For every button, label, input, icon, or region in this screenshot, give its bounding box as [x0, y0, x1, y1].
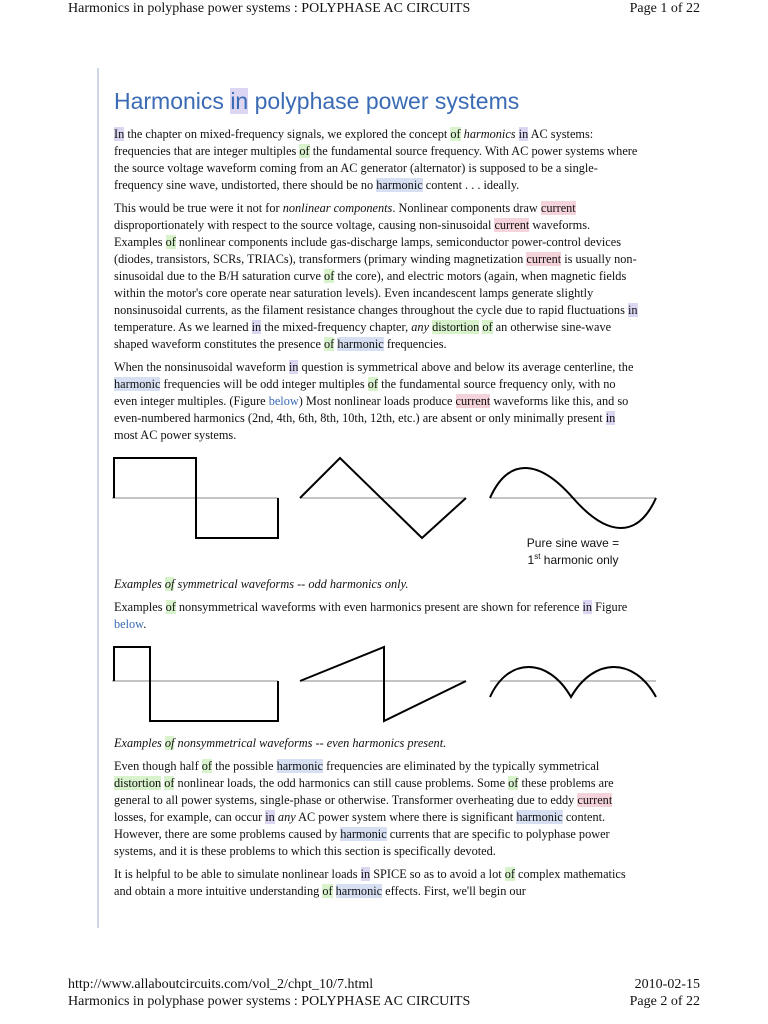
highlight-term: of — [322, 884, 333, 898]
text-run: When the nonsinusoidal waveform — [114, 360, 289, 374]
paragraph-spice — [114, 866, 640, 900]
page-header — [0, 0, 768, 22]
text-run: . — [143, 617, 147, 631]
text-run: SPICE so as to avoid a lot — [370, 867, 505, 881]
highlight-term: current — [526, 252, 562, 266]
paragraph-nonlinear — [114, 200, 640, 353]
text-run: Examples — [114, 577, 165, 591]
text-run: AC power system where there is significant — [295, 810, 517, 824]
asymmetric-square-wave — [114, 647, 278, 721]
highlight-term: harmonic — [376, 178, 423, 192]
highlight-term: current — [494, 218, 530, 232]
text-run: the fundamental source frequency. With AC power systems where the source voltage waveform coming from an AC generator (alternator) is supposed to be a single-frequency sine wave, undistorted, there should be no — [114, 144, 638, 192]
text-run: symmetrical waveforms -- odd harmonics only. — [174, 577, 409, 591]
highlight-term: in — [251, 320, 262, 334]
text-run: any — [277, 810, 296, 824]
figure-caption-symmetrical — [114, 576, 640, 593]
footer-title: Harmonics in polyphase power systems : POLYPHASE AC CIRCUITS — [68, 994, 471, 1009]
text-run: the fundamental source frequency only, with no even integer multiples. (Figure — [114, 377, 616, 408]
highlight-term: in — [288, 360, 299, 374]
text-run: effects. First, we'll begin our — [382, 884, 526, 898]
highlight-term: harmonic — [340, 827, 387, 841]
highlight-term: current — [540, 201, 576, 215]
text-run: most AC power systems. — [114, 428, 237, 442]
header-page-number: Page 1 of 22 — [629, 1, 700, 16]
highlight-term: of — [164, 577, 175, 591]
waveforms-even-harmonics — [108, 639, 668, 729]
footer-url[interactable]: http://www.allaboutcircuits.com/vol_2/chpt_10/7.html — [68, 977, 374, 992]
paragraph-symmetrical — [114, 359, 640, 444]
text-run: AC systems: frequencies that are integer multiples — [114, 127, 594, 158]
text-run: nonlinear components — [282, 201, 393, 215]
highlight-term: of — [504, 867, 515, 881]
text-run: an otherwise sine-wave shaped waveform constitutes the presence — [114, 320, 612, 351]
text-run: question is symmetrical above and below its average centerline, the — [298, 360, 634, 374]
text-run: waveforms. Examples — [114, 218, 591, 249]
highlight-term: in — [518, 127, 529, 141]
text-run: frequencies will be odd integer multiples — [160, 377, 368, 391]
highlight-term: current — [577, 793, 613, 807]
sine-wave-label: Pure sine wave = 1st harmonic only — [526, 536, 620, 567]
text-run: the possible — [212, 759, 277, 773]
figure-link[interactable]: below — [268, 394, 299, 408]
highlight-term: in — [265, 810, 275, 824]
article-title: Harmonics in polyphase power systems — [114, 88, 520, 114]
highlight-term: of — [482, 320, 493, 334]
header-title: Harmonics in polyphase power systems : POLYPHASE AC CIRCUITS — [68, 1, 471, 16]
highlight-term: of — [367, 377, 378, 391]
highlight-term: of — [324, 337, 335, 351]
highlight-term: In — [114, 127, 125, 141]
highlight-term: of — [201, 759, 213, 773]
text-run: content. However, there are some problems caused by — [114, 810, 606, 841]
highlight-term: of — [450, 127, 461, 141]
text-run: Examples — [114, 736, 165, 750]
text-run: Examples — [114, 600, 166, 614]
text-run: waveforms like this, and so even-numbered harmonics (2nd, 4th, 6th, 8th, 10th, 12th, etc.) are absent or only minimally present — [114, 394, 629, 425]
text-run: Even though half — [114, 759, 202, 773]
text-run: the core), and electric motors (again, when magnetic fields within the motor's core operate near saturation levels). Even incandescent lamps generate slightly nonsinusoidal currents, as the filament resistance changes throughout the cycle due to rapid fluctuations — [114, 269, 628, 317]
footer-date: 2010-02-15 — [634, 977, 700, 992]
highlight-term: of — [164, 736, 175, 750]
highlight-term: of — [508, 776, 519, 790]
highlight-term: of — [324, 269, 335, 283]
highlight-term: harmonic — [335, 884, 383, 898]
highlight-term: distortion — [432, 320, 480, 334]
text-run: content . . . ideally. — [422, 178, 520, 192]
text-run: the mixed-frequency chapter, — [261, 320, 412, 334]
figure-symmetrical-waveforms — [108, 450, 668, 570]
sawtooth-wave — [300, 647, 466, 721]
figure-caption-nonsymmetrical — [114, 735, 640, 752]
text-run: nonlinear loads, the odd harmonics can still cause problems. Some — [174, 776, 509, 790]
highlight-term: in — [360, 867, 371, 881]
figure-link[interactable]: below — [114, 617, 144, 631]
text-run: currents that are specific to polyphase power systems, and it is these problems to which this section is specifically devoted. — [114, 827, 610, 858]
text-run: frequencies are eliminated by the typically symmetrical — [323, 759, 600, 773]
highlight-term: harmonic — [276, 759, 324, 773]
text-run: is usually non-sinusoidal due to the B/H saturation curve — [114, 252, 637, 283]
text-run: nonlinear components include gas-discharge lamps, semiconductor power-control devices (diodes, transistors, SCRs, TRIACs), transformers (primary winding magnetization — [114, 235, 621, 266]
highlight-term: of — [299, 144, 310, 158]
highlight-term: of — [165, 600, 176, 614]
text-run: complex mathematics and obtain a more intuitive understanding — [114, 867, 626, 898]
highlight-term: current — [455, 394, 491, 408]
text-run: losses, for example, can occur — [114, 810, 266, 824]
footer-page-number: Page 2 of 22 — [629, 994, 700, 1009]
highlight-term: in — [627, 303, 638, 317]
highlight-term: of — [164, 776, 175, 790]
figure-nonsymmetrical-waveforms — [108, 639, 668, 729]
text-run: any — [411, 320, 430, 334]
text-run: nonsymmetrical waveforms with even harmonics present are shown for reference — [175, 600, 583, 614]
article-body — [114, 86, 640, 906]
text-run: disproportionately with respect to the source voltage, causing non-sinusoidal — [114, 218, 495, 232]
rectified-sine-wave — [490, 667, 656, 697]
text-run: nonsymmetrical waveforms -- even harmonics present. — [174, 736, 447, 750]
highlight-term: in — [582, 600, 593, 614]
highlight-term: harmonic — [337, 337, 384, 351]
highlight-term: of — [165, 235, 176, 249]
text-run: Figure — [592, 600, 628, 614]
text-run: harmonics — [463, 127, 516, 141]
content-left-rule — [97, 68, 99, 928]
text-run: the chapter on mixed-frequency signals, we explored the concept — [124, 127, 451, 141]
page-footer — [0, 976, 768, 1024]
paragraph-problems — [114, 758, 640, 860]
text-run: these problems are general to all power systems, single-phase or otherwise. Transformer overheating due to eddy — [114, 776, 614, 807]
text-run: frequencies. — [383, 337, 447, 351]
text-run: . Nonlinear components draw — [392, 201, 541, 215]
paragraph-nonsymmetrical — [114, 599, 640, 633]
highlight-term: harmonic — [516, 810, 563, 824]
highlight-term: harmonic — [114, 377, 161, 391]
highlight-term: in — [605, 411, 616, 425]
paragraph-intro — [114, 126, 640, 194]
text-run: temperature. As we learned — [114, 320, 252, 334]
text-run: ) Most nonlinear loads produce — [298, 394, 456, 408]
text-run: This would be true were it not for — [114, 201, 283, 215]
text-run: It is helpful to be able to simulate nonlinear loads — [114, 867, 361, 881]
highlight-term: distortion — [114, 776, 162, 790]
